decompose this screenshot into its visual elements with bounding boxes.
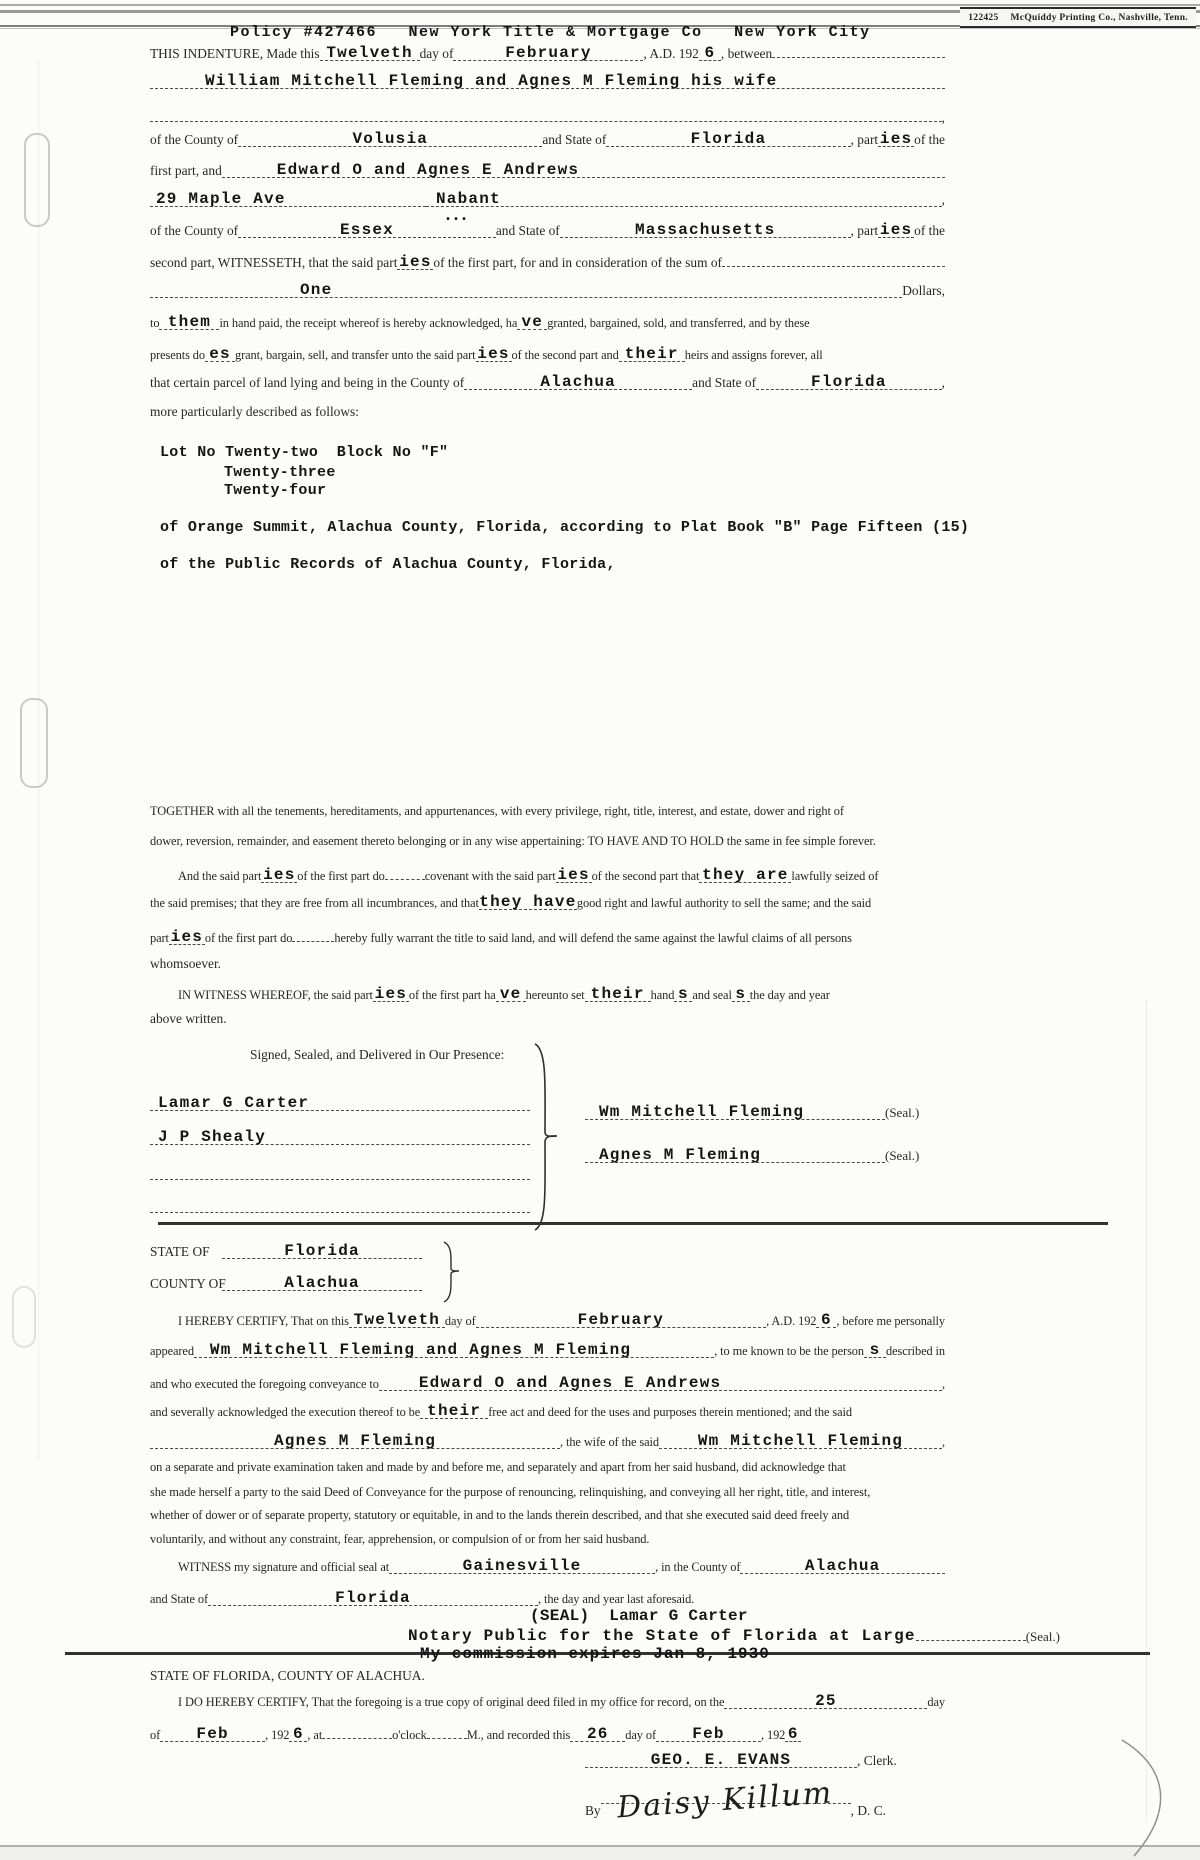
conveyance-line [150,1375,945,1395]
printed-text: day of [444,1314,476,1328]
scan-edge-line [38,60,39,1460]
printed-text: the said premises; that they are free from all incumbrances, and that [150,896,479,910]
appeared-line [150,1342,945,1362]
first-party-county-line [150,131,945,151]
section-divider [158,1222,1108,1225]
typed-state: Florida [284,1242,360,1260]
blank [916,1625,1026,1641]
dower-line [150,1508,849,1528]
typed-month: Feb [692,1725,725,1743]
deputy-line [150,1775,945,1826]
grantors-blank [150,73,945,89]
typed-ies: ies [374,985,408,1003]
ies-blank [261,867,297,883]
printed-text: that certain parcel of land lying and being in the County of [150,375,465,390]
typed-state: Massachusetts [634,221,776,239]
typed-notary-title: Notary Public for the State of Florida at Large [408,1627,916,1645]
typed-grantors: William Mitchell Fleming and Agnes M Fleming his wife [205,72,778,90]
typed-street: 29 Maple Ave [156,190,286,208]
typed-month: February [577,1311,665,1329]
county-of-line [150,1275,450,1295]
above-written-line [150,1011,227,1031]
state-blank [208,1590,538,1606]
day-blank [349,1312,445,1328]
by-label: By [585,1803,601,1818]
printed-text: lawfully seized of [791,869,879,883]
printed-text: of the County of [150,132,239,147]
printed-text: whomsoever. [150,956,222,971]
printed-text: , in the County of [655,1560,741,1574]
witness-whereof-line [150,986,830,1006]
grant-line [150,346,823,366]
county-blank [464,374,692,390]
printed-text: o'clock [392,1728,427,1742]
printed-text: , [941,192,945,207]
county-blank [238,222,496,238]
typed-their: their [590,985,645,1003]
typed-witness-name: J P Shealy [158,1128,267,1146]
ies-blank [373,986,409,1002]
s-blank [674,986,692,1002]
month-blank [476,1312,767,1328]
s-blank [732,986,750,1002]
second-party-county-line [150,222,945,242]
typed-ies: ies [477,345,510,363]
punch-hole-mark [12,1286,36,1348]
printed-text: IN WITNESS WHEREOF, the said part [178,988,373,1002]
printed-text: STATE OF [150,1244,210,1259]
blank-line [772,42,945,58]
printed-text: of the second part and [511,348,619,362]
printed-text: and who executed the foregoing conveyance to [150,1377,379,1391]
printed-text: good right and lawful authority to sell the same; and the said [576,896,872,910]
punch-hole-mark [24,133,50,227]
typed-county: Essex [339,221,394,239]
month-blank [656,1726,761,1742]
official-seal-line [150,1558,945,1578]
month-blank [160,1726,265,1742]
printer-code: 122425 [968,12,999,23]
handwritten-deputy-signature: Daisy Killum [616,1775,835,1826]
printed-text: hand [650,988,675,1002]
typed-day: Twelveth [353,1311,441,1329]
printed-text: I DO HEREBY CERTIFY, That the foregoing is a true copy of original deed filed in my office for record, on the [178,1695,725,1709]
printed-text: covenant with the said part [424,869,556,883]
printed-text: day of [625,1728,656,1742]
meridiem-blank [427,1723,467,1739]
typed-year: 6 [821,1311,832,1329]
year-blank [785,1726,801,1742]
ies-blank [169,929,205,945]
day-num-blank [570,1726,625,1742]
severally-line [150,1403,852,1423]
typed-county: Alachua [540,373,616,391]
page-curl-mark [1112,1738,1182,1858]
renouncing-line [150,1485,870,1505]
county-blank [238,131,542,147]
whomsoever-line [150,956,221,976]
scan-edge-line [1146,1000,1147,1820]
town-blank [426,191,942,207]
blank-line [150,1197,530,1213]
printed-text: of [150,1728,161,1742]
printed-text: TOGETHER with all the tenements, hereditaments, and appurtenances, with every privilege, right, title, interest, and estate, dower and right of [150,804,844,818]
examination-line [150,1460,846,1480]
printed-text: hereunto set [525,988,585,1002]
brace-mark [532,1042,558,1232]
grantees-blank [222,162,945,178]
address-line [150,190,945,226]
recording-heading [150,1668,425,1688]
typed-town: Nabant [436,190,501,208]
printed-text: in hand paid, the receipt whereof is hereby acknowledged, ha [219,316,518,330]
printed-text: STATE OF FLORIDA, COUNTY OF ALACHUA. [150,1668,425,1683]
witness-signature-row [150,1197,530,1217]
typed-county: Volusia [352,130,429,148]
printed-text: of the second part that [591,869,700,883]
they-are-blank [699,867,791,883]
blank [385,864,425,880]
printed-text: dower, reversion, remainder, and easement thereto belonging or in any wise appertaining: TO HAVE AND TO HOLD the same in fee simple forever. [150,834,876,848]
printed-text: , the wife of the said [560,1435,659,1449]
ies-blank [397,254,433,270]
typed-s: s [869,1341,881,1359]
warrant-line [150,926,852,946]
county-blank [740,1558,945,1574]
typed-day-num: 25 [815,1692,837,1710]
their-blank [585,986,651,1002]
printed-text: M., and recorded this [466,1728,571,1742]
blank-line-row [150,106,945,126]
wife-blank [150,1433,560,1449]
printed-text: above written. [150,1011,227,1026]
typed-year: 6 [704,44,716,62]
printed-text: presents do [150,348,205,362]
typed-lot-line: Lot No Twenty-two Block No "F" [160,444,449,461]
typed-commission-line: My commission expires Jan 8, 1930 [420,1645,770,1663]
printed-text: and severally acknowledged the execution thereof to be [150,1405,421,1419]
typed-wife: Agnes M Fleming [273,1432,437,1450]
state-of-line [150,1243,450,1263]
state-blank [756,374,942,390]
month-blank [453,45,643,61]
typed-grantor-name: Wm Mitchell Fleming [599,1103,805,1121]
typed-them: them [167,313,212,331]
persons-blank [194,1342,714,1358]
grantors-line [150,73,945,93]
typed-dots: ••• [445,215,470,226]
printed-text: to [150,316,160,330]
printed-text: and State of [150,1592,208,1606]
their-blank [619,346,685,362]
habendum-line [150,834,876,854]
typed-their: their [624,345,679,363]
typed-ies: ies [399,253,432,271]
printed-text: And the said part [178,869,262,883]
grantor-blank [585,1104,885,1120]
printed-text: , before me personally [836,1314,945,1328]
printed-text: , the day and year last aforesaid. [537,1592,695,1606]
parcel-line [150,374,945,394]
certify-line [150,1312,945,1332]
typed-ies: ies [879,130,913,148]
typed-ve: ve [521,313,544,331]
printed-text: Signed, Sealed, and Delivered in Our Presence: [250,1047,505,1062]
they-have-blank [479,894,577,910]
printed-text: first part, and [150,163,222,178]
printed-text: , part [850,223,879,238]
ies-blank [476,346,512,362]
typed-clerk-name: GEO. E. EVANS [650,1751,792,1769]
printed-text: the day and year [749,988,830,1002]
recording-certify-line [150,1693,945,1713]
blank-line [150,1164,530,1180]
printed-text: Dollars, [902,283,945,298]
grantor-signature-row [585,1147,945,1167]
printed-text: and State of [542,132,607,147]
seal-label: (Seal.) [885,1148,920,1163]
printed-text: , 192 [761,1728,786,1742]
clerk-line [150,1752,945,1772]
printed-text: WITNESS my signature and official seal at [178,1560,390,1574]
typed-grantees: Edward O and Agnes E Andrews [418,1374,722,1392]
printed-text: , [941,375,945,390]
state-blank [222,1243,422,1259]
typed-records-line: of the Public Records of Alachua County, Florida, [160,556,616,573]
typed-state: Florida [811,373,887,391]
policy-heading-line [150,24,871,44]
typed-grantor-name: Agnes M Fleming [599,1146,762,1164]
brace-mark [442,1240,460,1304]
es-blank [205,346,235,362]
printed-text: COUNTY OF [150,1276,226,1291]
typed-s: s [735,985,747,1003]
witness-blank [150,1095,530,1111]
witness-signature-row [150,1129,530,1149]
printed-text: hereby fully warrant the title to said land, and will defend the same against the lawful claims of all persons [334,931,852,945]
typed-lot-line: Twenty-three [224,464,336,481]
blank [292,926,334,942]
typed-place: Gainesville [462,1557,582,1575]
printed-text: , part [850,132,879,147]
clerk-label: , Clerk. [857,1753,897,1768]
typed-ies: ies [557,866,590,884]
witness-signature-row [150,1095,530,1115]
printed-text: on a separate and private examination taken and made by and before me, and separately and apart from her said husband, did acknowledge that [150,1460,846,1474]
printed-text: of the County of [150,223,239,238]
dc-label: , D. C. [850,1803,886,1818]
typed-husband: Wm Mitchell Fleming [697,1432,904,1450]
printed-text: of the first part do [204,931,293,945]
printed-text: of the first part do [297,869,385,883]
grantees-blank [379,1375,942,1391]
ies-blank [556,867,592,883]
printed-text: , at [307,1728,323,1742]
printed-text: of the first part, for and in consideration of the sum of [433,255,722,270]
printed-text: free act and deed for the uses and purposes therein mentioned; and the said [488,1405,852,1419]
clerk-blank [585,1752,857,1768]
deputy-blank [601,1775,851,1826]
printed-text: I HEREBY CERTIFY, That on this [178,1314,349,1328]
receipt-line [150,314,810,334]
typed-es: es [209,345,231,363]
grantees-line [150,162,945,182]
printed-text: and State of [495,223,560,238]
grantor-blank [585,1147,885,1163]
printed-text: , 192 [265,1728,290,1742]
printed-text: day [927,1695,945,1709]
indenture-line [150,42,945,62]
printed-text: THIS INDENTURE, Made this [150,46,320,61]
printed-text: of the [914,223,945,238]
printed-text: , [941,110,945,125]
typed-amount: One [300,281,333,299]
printed-text: of the first part ha [408,988,496,1002]
time-blank [322,1723,392,1739]
printed-text: , between [720,46,773,61]
amount-line [150,282,945,302]
day-num-blank [724,1693,927,1709]
printed-text: , A.D. 192 [643,46,699,61]
printed-text: she made herself a party to the said Deed of Conveyance for the purpose of renouncing, relinquishing, and conveying all her right, title, and interest, [150,1485,871,1499]
seal-label: (Seal.) [885,1105,920,1120]
year-blank [699,45,721,61]
county-blank [222,1275,422,1291]
s-blank [864,1342,886,1358]
typed-ies: ies [263,866,296,884]
witness-signature-row [150,1164,530,1184]
place-blank [389,1558,655,1574]
presence-heading [150,1047,504,1067]
printer-name: McQuiddy Printing Co., Nashville, Tenn. [1010,12,1188,23]
typed-grantees: Edward O and Agnes E Andrews [276,161,580,179]
printed-text: , A.D. 192 [766,1314,817,1328]
blank-line [150,106,942,122]
day-blank [320,45,420,61]
seal-label: (Seal.) [1025,1629,1060,1644]
typed-plat-line: of Orange Summit, Alachua County, Florida, according to Plat Book "B" Page Fifteen (15) [160,519,970,536]
street-blank [150,191,426,207]
covenant-line [150,864,878,884]
printed-text: , to me known to be the person [714,1344,864,1358]
typed-month: February [505,44,592,62]
habendum-line [150,804,844,824]
printed-text: and State of [692,375,757,390]
them-blank [159,314,219,330]
typed-they-are: they are [702,866,789,884]
recording-date-line [150,1723,945,1743]
typed-month: Feb [196,1725,229,1743]
typed-ies: ies [879,221,913,239]
ve-blank [517,314,547,330]
printed-text: , [942,1435,945,1449]
ve-blank [496,986,526,1002]
printed-text: appeared [150,1344,194,1358]
typed-notary-signature: (SEAL) Lamar G Carter [530,1607,748,1625]
typed-day-num: 26 [586,1725,609,1743]
blank-line [722,251,945,267]
husband-blank [659,1433,942,1449]
typed-their: their [427,1402,482,1420]
printed-text: granted, bargained, sold, and transferred, and by these [547,316,810,330]
typed-county: Alachua [804,1557,881,1575]
typed-witness-name: Lamar G Carter [158,1094,310,1112]
typed-persons: Wm Mitchell Fleming and Agnes M Fleming [209,1341,632,1359]
typed-ies: ies [170,928,204,946]
punch-hole-mark [20,698,48,788]
described-line [150,404,359,424]
witnesseth-line [150,251,945,271]
notary-title-line [150,1625,1060,1645]
typed-s: s [677,985,689,1003]
printed-text: described in [885,1344,945,1358]
printed-text: voluntarily, and without any constraint, fear, apprehension, or compulsion of or from her said husband. [150,1532,650,1546]
grantor-signature-row [585,1104,945,1124]
printed-text: , [942,1377,945,1391]
typed-state: Florida [335,1589,411,1607]
typed-year: 6 [787,1725,799,1743]
typed-county: Alachua [284,1274,360,1292]
year-blank [289,1726,307,1742]
printer-imprint [960,7,1196,28]
year-blank [816,1312,836,1328]
printed-text: whether of dower or of separate property, statutory or equitable, in and to the lands therein described, and that she executed said deed freely and [150,1508,850,1522]
printed-text: and seal [692,988,732,1002]
printed-text: heirs and assigns forever, all [684,348,823,362]
typed-year: 6 [293,1725,304,1743]
wife-line [150,1433,945,1453]
ies-blank [878,222,914,238]
printed-text: second part, WITNESSETH, that the said part [150,255,398,270]
printed-text: part [150,931,169,945]
voluntarily-line [150,1532,649,1552]
printed-text: grant, bargain, sell, and transfer unto the said part [235,348,476,362]
policy-heading: Policy #427466 New York Title & Mortgage Co New York City [230,24,871,41]
typed-they-have: they have [479,893,577,911]
state-blank [560,222,851,238]
amount-blank [150,282,902,298]
typed-ve: ve [499,985,522,1003]
printed-text: more particularly described as follows: [150,404,359,419]
printed-text: of the [914,132,945,147]
their-blank [420,1403,488,1419]
typed-lot-line: Twenty-four [224,482,327,499]
state-blank [606,131,850,147]
ies-blank [878,131,914,147]
witness-blank [150,1129,530,1145]
premises-line [150,894,871,914]
typed-day: Twelveth [326,44,413,62]
typed-state: Florida [690,130,767,148]
printed-text: day of [419,46,454,61]
